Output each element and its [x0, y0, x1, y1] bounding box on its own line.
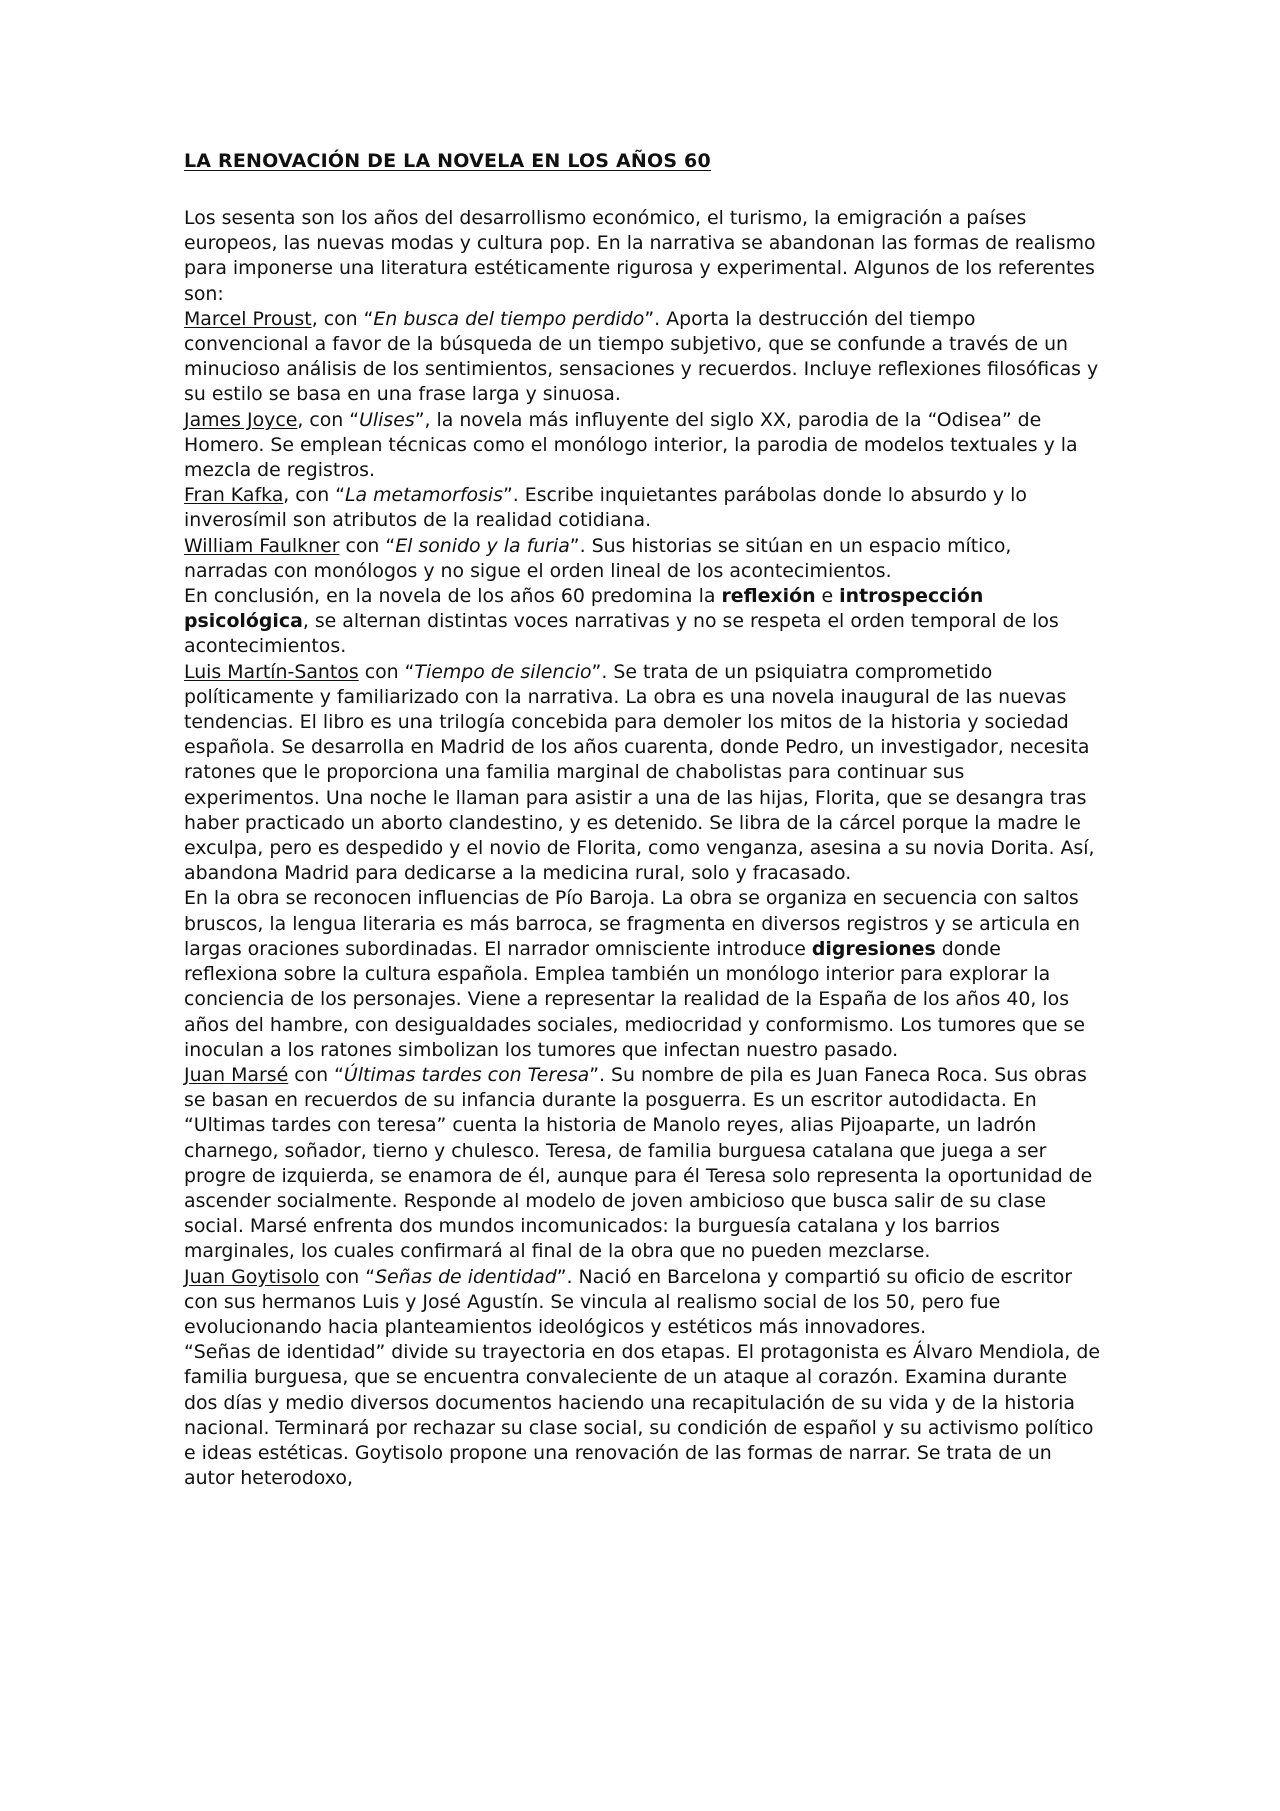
- text-run: , con “: [297, 408, 360, 431]
- author-name: William Faulkner: [184, 534, 340, 557]
- text-run: e: [815, 585, 840, 608]
- paragraph: [184, 1265, 1100, 1341]
- text-run: con “: [339, 534, 396, 557]
- text-run: ”. Se trata de un psiquiatra comprometido políticamente y familiarizado con la narrativa. La obra es una novela inaugural de las nuevas tendencias. El libro es una trilogía concebida para demoler los mitos de la historia y sociedad española. Se desarrolla en Madrid de los años cuarenta, donde Pedro, un investigador, necesita ratones que le proporciona una familia marginal de chabolistas para continuar sus experimentos. Una noche le llaman para asistir a una de las hijas, Florita, que se desangra tras haber practicado un aborto clandestino, y es detenido. Se libra de la cárcel porque la madre le exculpa, pero es despedido y el novio de Florita, como venganza, asesina a su novia Dorita. Así, abandona Madrid para dedicarse a la medicina rural, solo y fracasado.: [184, 660, 1095, 885]
- text-run: ”. Su nombre de pila es Juan Faneca Roca. Sus obras se basan en recuerdos de su infancia durante la posguerra. Es un escritor autodidacta. En “Ultimas tardes con teresa” cuenta la historia de Manolo reyes, alias Pijoaparte, un ladrón charnego, soñador, tierno y chulesco. Teresa, de familia burguesa catalana que juega a ser progre de izquierda, se enamora de él, aunque para él Teresa solo representa la oportunidad de ascender socialmente. Responde al modelo de joven ambicioso que busca salir de su clase social. Marsé enfrenta dos mundos incomunicados: la burguesía catalana y los barrios marginales, los cuales confirmará al final de la obra que no pueden mezclarse.: [184, 1063, 1093, 1263]
- paragraph: [184, 534, 1100, 584]
- text-run: , se alternan distintas voces narrativas y no se respeta el orden temporal de los acontecimientos.: [184, 610, 1059, 658]
- paragraph: [184, 483, 1100, 533]
- text-run: Los sesenta son los años del desarrollismo económico, el turismo, la emigración a países europeos, las nuevas modas y cultura pop. En la narrativa se abandonan las formas de realismo para imponerse una literatura estéticamente rigurosa y experimental. Algunos de los referentes son:: [184, 207, 1096, 305]
- paragraph: [184, 1340, 1100, 1491]
- text-run: con “: [319, 1265, 376, 1288]
- work-title: Señas de identidad: [375, 1265, 557, 1288]
- paragraph: [184, 307, 1100, 408]
- bold-term: digresiones: [811, 937, 936, 960]
- text-run: , con “: [311, 307, 374, 330]
- text-run: ”. Escribe inquietantes parábolas donde lo absurdo y lo inverosímil son atributos de la realidad cotidiana.: [184, 484, 1027, 532]
- text-run: , con “: [283, 484, 345, 507]
- work-title: Ulises: [359, 408, 415, 431]
- text-run: En conclusión, en la novela de los años 60 predomina la: [184, 585, 722, 608]
- text-run: ”. Nació en Barcelona y compartió su oficio de escritor con sus hermanos Luis y José Agustín. Se vincula al realismo social de los 50, pero fue evolucionando hacia planteamientos ideológicos y estéticos más innovadores.: [184, 1265, 1073, 1338]
- work-title: Últimas tardes con Teresa: [343, 1063, 590, 1086]
- bold-term: reflexión: [721, 585, 816, 608]
- document-body: [184, 206, 1100, 1491]
- author-name: Fran Kafka: [184, 484, 284, 507]
- author-name: Luis Martín-Santos: [184, 660, 359, 683]
- text-run: donde reflexiona sobre la cultura española. Emplea también un monólogo interior para explorar la conciencia de los personajes. Viene a representar la realidad de la España de los años 40, los años del hambre, con desigualdades sociales, mediocridad y conformismo. Los tumores que se inoculan a los ratones simbolizan los tumores que infectan nuestro pasado.: [184, 937, 1085, 1061]
- work-title: En busca del tiempo perdido: [373, 307, 645, 330]
- paragraph: [184, 886, 1100, 1062]
- work-title: El sonido y la furia: [395, 534, 570, 557]
- author-name: James Joyce: [184, 408, 298, 431]
- text-run: En la obra se reconocen influencias de Pío Baroja. La obra se organiza en secuencia con saltos bruscos, la lengua literaria es más barroca, se fragmenta en diversos registros y se articula en largas oraciones subordinadas. El narrador omnisciente introduce: [184, 887, 1080, 960]
- paragraph: [184, 584, 1100, 660]
- author-name: Juan Marsé: [184, 1063, 289, 1086]
- bold-term: introspección psicológica: [184, 585, 984, 633]
- work-title: La metamorfosis: [345, 484, 503, 507]
- text-run: ”. Sus historias se sitúan en un espacio mítico, narradas con monólogos y no sigue el orden lineal de los acontecimientos.: [184, 534, 1012, 582]
- paragraph: [184, 408, 1100, 484]
- paragraph: [184, 1063, 1100, 1265]
- text-run: ”, la novela más influyente del siglo XX, parodia de la “Odisea” de Homero. Se emplean técnicas como el monólogo interior, la parodia de modelos textuales y la mezcla de registros.: [184, 408, 1078, 482]
- author-name: Marcel Proust: [184, 307, 312, 330]
- text-run: con “: [358, 660, 415, 683]
- document-title: LA RENOVACIÓN DE LA NOVELA EN LOS AÑOS 60: [184, 150, 711, 172]
- text-run: ”. Aporta la destrucción del tiempo convencional a favor de la búsqueda de un tiempo subjetivo, que se confunde a través de un minucioso análisis de los sentimientos, sensaciones y recuerdos. Incluye reflexiones filosóficas y su estilo se basa en una frase larga y sinuosa.: [184, 307, 1099, 406]
- work-title: Tiempo de silencio: [414, 660, 592, 683]
- paragraph: [184, 206, 1100, 307]
- author-name: Juan Goytisolo: [184, 1265, 320, 1288]
- paragraph: [184, 660, 1100, 887]
- text-run: con “: [288, 1063, 344, 1086]
- text-run: “Señas de identidad” divide su trayectoria en dos etapas. El protagonista es Álvaro Mendiola, de familia burguesa, que se encuentra convaleciente de un ataque al corazón. Examina durante dos días y medio diversos documentos haciendo una recapitulación de su vida y de la historia nacional. Terminará por rechazar su clase social, su condición de español y su activismo político e ideas estéticas. Goytisolo propone una renovación de las formas de narrar. Se trata de un autor heterodoxo,: [184, 1341, 1100, 1490]
